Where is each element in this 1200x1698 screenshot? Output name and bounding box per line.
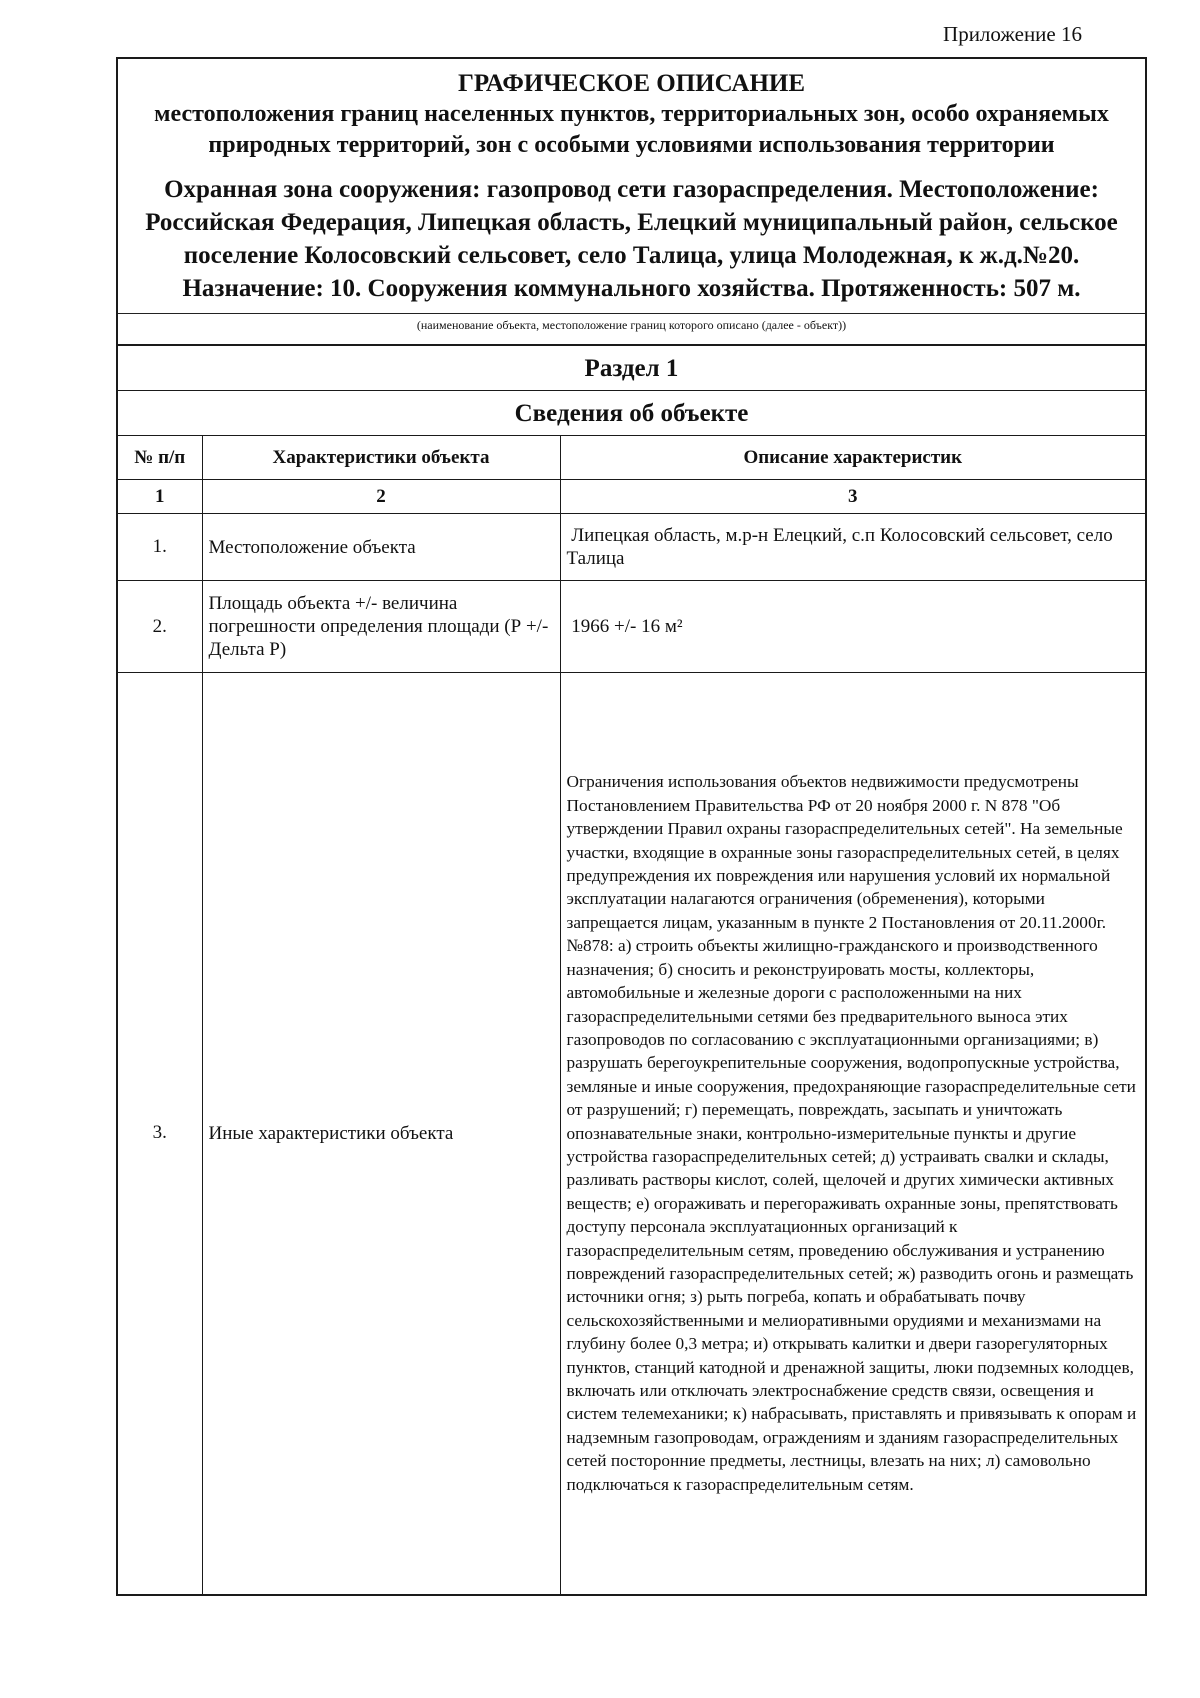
- row-description: Ограничения использования объектов недвижимости предусмотрены Постановлением Правительства РФ от 20 ноября 2000 г. N 878 "Об утверждении Правил охраны газораспределительных сетей". На земельные участки, входящие в охранные зоны газораспределительных сетей, в целях предупреждения их повреждения или нарушения условий их нормальной эксплуатации налагаются ограничения (обременения), которыми запрещается лицам, указанным в пункте 2 Постановления от 20.11.2000г. №878: а) строить объекты жилищно-гражданского и производственного назначения; б) сносить и реконструировать мосты, коллекторы, автомобильные и железные дороги с расположенными на них газораспределительными сетями без предварительного выноса этих газопроводов по согласованию с эксплуатационными организациями; в) разрушать берегоукрепительные сооружения, водопропускные устройства, земляные и иные сооружения, предохраняющие газораспределительные сети от разрушений; г) перемещать, повреждать, засыпать и уничтожать опознавательные знаки, контрольно-измерительные пункты и другие устройства газораспределительных сетей; д) устраивать свалки и склады, разливать растворы кислот, солей, щелочей и других химически активных веществ; е) огораживать и перегораживать охранные зоны, препятствовать доступу персонала эксплуатационных организаций к газораспределительным сетям, проведению обслуживания и устранению повреждений газораспределительных сетей; ж) разводить огонь и размещать источники огня; з) рыть погреба, копать и обрабатывать почву сельскохозяйственными и мелиоративными орудиями и механизмами на глубину более 0,3 метра; и) открывать калитки и двери газорегуляторных пунктов, станций катодной и дренажной защиты, люки подземных колодцев, включать или отключать электроснабжение средств связи, освещения и систем телемеханики; к) набрасывать, приставлять и привязывать к опорам и надземным газопроводам, ограждениям и зданиям газораспределительных сетей посторонние предметы, лестницы, влезать на них; л) самовольно подключаться к газораспределительным сетям.: [560, 673, 1145, 1594]
- section-title: Раздел 1: [118, 344, 1145, 390]
- row-description: 1966 +/- 16 м²: [560, 581, 1145, 673]
- header-number: № п/п: [118, 436, 202, 480]
- row-number: 2.: [118, 581, 202, 673]
- document-frame: [116, 57, 1147, 1596]
- appendix-label: Приложение 16: [943, 22, 1082, 46]
- row-characteristic: Иные характеристики объекта: [202, 673, 560, 1594]
- row-characteristic: Местоположение объекта: [202, 514, 560, 581]
- row-characteristic: Площадь объекта +/- величина погрешности определения площади (Р +/- Дельта Р): [202, 581, 560, 673]
- header-characteristic: Характеристики объекта: [202, 436, 560, 480]
- document-title: ГРАФИЧЕСКОЕ ОПИСАНИЕ: [457, 70, 806, 97]
- object-info-table: [118, 435, 1145, 1594]
- table-row: [118, 581, 1145, 673]
- row-number: 3.: [118, 673, 202, 1594]
- column-number-row: [118, 480, 1145, 514]
- header-description: Описание характеристик: [560, 436, 1145, 480]
- column-number: 3: [560, 480, 1145, 514]
- column-number: 1: [118, 480, 202, 514]
- row-number: 1.: [118, 514, 202, 581]
- table-row: [118, 514, 1145, 581]
- document-subtitle: местоположения границ населенных пунктов, территориальных зон, особо охраняемых природных территорий, зон с особыми условиями использования территории: [154, 101, 1109, 158]
- column-number: 2: [202, 480, 560, 514]
- object-name-note: (наименование объекта, местоположение границ которого описано (далее - объект)): [118, 313, 1145, 344]
- object-name: Охранная зона сооружения: газопровод сети газораспределения. Местоположение: Российская Федерация, Липецкая область, Елецкий муниципальный район, сельское поселение Колосовский сельсовет, село Талица, улица Молодежная, к ж.д.№20. Назначение: 10. Сооружения коммунального хозяйства. Протяженность: 507 м.: [145, 176, 1118, 302]
- row-description: Липецкая область, м.р-н Елецкий, с.п Колосовский сельсовет, село Талица: [560, 514, 1145, 581]
- table-row: [118, 673, 1145, 1594]
- document-header: [118, 59, 1145, 305]
- table-header-row: [118, 436, 1145, 480]
- section-subtitle: Сведения об объекте: [118, 390, 1145, 435]
